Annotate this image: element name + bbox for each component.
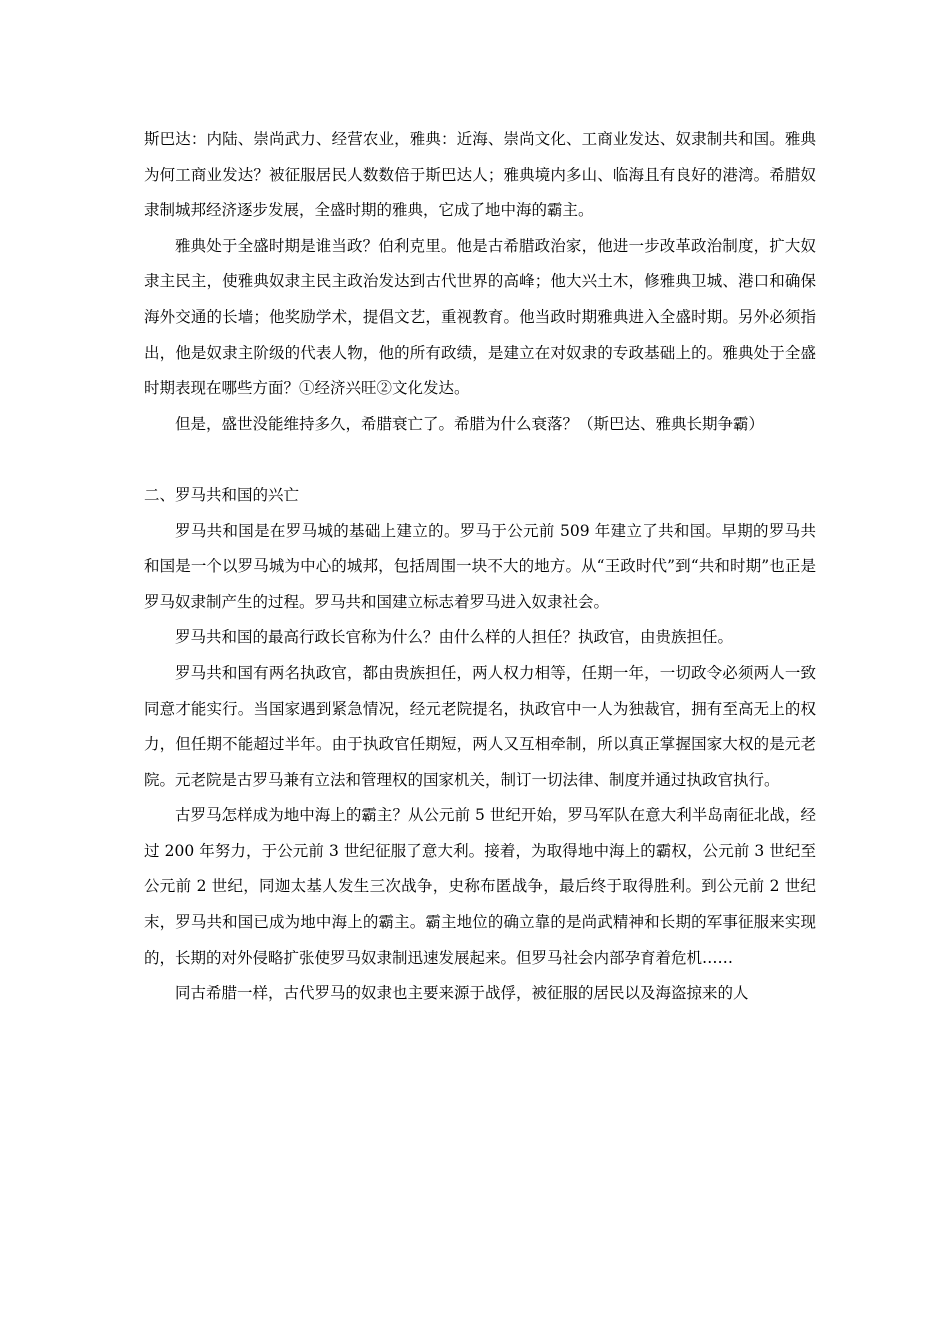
paragraph-roman-slaves: 同古希腊一样，古代罗马的奴隶也主要来源于战俘，被征服的居民以及海盗掠来的人 <box>175 984 749 1003</box>
paragraph-sparta-athens: 斯巴达：内陆、崇尚武力、经营农业，雅典：近海、崇尚文化、工商业发达、奴隶制共和国。雅典为何工商业发达？被征服居民人数数倍于斯巴达人；雅典境内多山、临海且有良好的港湾。希腊奴隶制城邦经济逐步发展，全盛时期的雅典，它成了地中海的霸主。 <box>144 130 816 220</box>
document-body <box>144 122 816 1012</box>
paragraph-roman-founding: 罗马共和国是在罗马城的基础上建立的。罗马于公元前 509 年建立了共和国。早期的罗马共和国是一个以罗马城为中心的城邦，包括周围一块不大的地方。从“王政时代”到“共和时期”也正是罗马奴隶制产生的过程。罗马共和国建立标志着罗马进入奴隶社会。 <box>144 521 816 611</box>
paragraph-mediterranean-hegemony: 古罗马怎样成为地中海上的霸主？从公元前 5 世纪开始，罗马军队在意大利半岛南征北战，经过 200 年努力，于公元前 3 世纪征服了意大利。接着，为取得地中海上的霸权，公元前 3 世纪至公元前 2 世纪，同迦太基人发生三次战争，史称布匿战争，最后终于取得胜利。到公元前 2 世纪末，罗马共和国已成为地中海上的霸主。霸主地位的确立靠的是尚武精神和长期的军事征服来实现的，长期的对外侵略扩张使罗马奴隶制迅速发展起来。但罗马社会内部孕育着危机…… <box>144 806 816 967</box>
paragraph-consuls-senate: 罗马共和国有两名执政官，都由贵族担任，两人权力相等，任期一年，一切政令必须两人一致同意才能实行。当国家遇到紧急情况，经元老院提名，执政官中一人为独裁官，拥有至高无上的权力，但任期不能超过半年。由于执政官任期短，两人又互相牵制，所以真正掌握国家大权的是元老院。元老院是古罗马兼有立法和管理权的国家机关，制订一切法律、制度并通过执政官执行。 <box>144 663 816 789</box>
paragraph-consul-question: 罗马共和国的最高行政长官称为什么？由什么样的人担任？执政官，由贵族担任。 <box>175 628 734 647</box>
section-heading-roman-republic: 二、罗马共和国的兴亡 <box>144 485 300 504</box>
paragraph-pericles: 雅典处于全盛时期是谁当政？伯利克里。他是古希腊政治家，他进一步改革政治制度，扩大奴隶主民主，使雅典奴隶主民主政治发达到古代世界的高峰；他大兴土木，修雅典卫城、港口和确保海外交通的长墙；他奖励学术，提倡文艺，重视教育。他当政时期雅典进入全盛时期。另外必须指出，他是奴隶主阶级的代表人物，他的所有政绩，是建立在对奴隶的专政基础上的。雅典处于全盛时期表现在哪些方面？①经济兴旺②文化发达。 <box>144 236 816 398</box>
paragraph-greece-decline: 但是，盛世没能维持多久，希腊衰亡了。希腊为什么衰落？（斯巴达、雅典长期争霸） <box>175 414 765 433</box>
section-gap <box>144 442 816 478</box>
